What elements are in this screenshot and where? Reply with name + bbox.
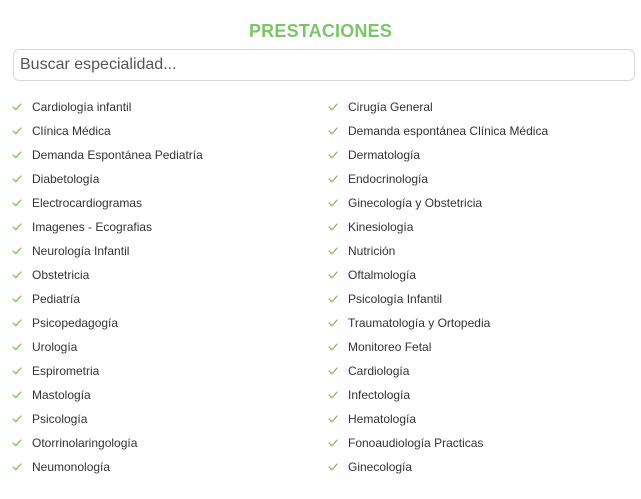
check-icon <box>12 391 32 399</box>
check-icon <box>328 247 348 255</box>
specialty-label: Infectología <box>348 388 411 402</box>
specialty-item <box>328 239 632 263</box>
specialty-label: Psicología Infantil <box>348 292 443 306</box>
specialty-label: Electrocardiogramas <box>32 196 143 210</box>
specialty-item <box>328 335 632 359</box>
check-icon <box>328 223 348 231</box>
specialty-label: Imagenes - Ecografias <box>32 220 153 234</box>
check-icon <box>12 175 32 183</box>
check-icon <box>328 463 348 471</box>
check-icon <box>12 151 32 159</box>
check-icon <box>12 367 32 375</box>
check-icon <box>12 247 32 255</box>
specialty-label: Fonoaudiología Practicas <box>348 436 484 450</box>
check-icon <box>328 415 348 423</box>
specialty-label: Demanda espontánea Clínica Médica <box>348 124 549 138</box>
check-icon <box>328 391 348 399</box>
check-icon <box>12 103 32 111</box>
specialty-label: Obstetricia <box>32 268 90 282</box>
specialty-item <box>328 95 632 119</box>
specialty-label: Otorrinolaringología <box>32 436 138 450</box>
specialty-item <box>12 455 328 479</box>
specialty-label: Demanda Espontánea Pediatría <box>32 148 203 162</box>
specialty-label: Cirugía General <box>348 100 433 114</box>
search-input[interactable] <box>13 49 635 81</box>
check-icon <box>12 415 32 423</box>
specialty-item <box>328 191 632 215</box>
specialty-label: Cardiología <box>348 364 410 378</box>
check-icon <box>12 295 32 303</box>
specialty-item <box>12 215 328 239</box>
specialty-item <box>12 191 328 215</box>
specialty-item <box>12 287 328 311</box>
specialty-item <box>328 143 632 167</box>
check-icon <box>12 271 32 279</box>
check-icon <box>12 343 32 351</box>
check-icon <box>328 103 348 111</box>
specialty-item <box>12 143 328 167</box>
check-icon <box>12 463 32 471</box>
specialty-item <box>12 311 328 335</box>
specialty-item <box>328 455 632 479</box>
specialty-label: Diabetología <box>32 172 100 186</box>
specialty-label: Nutrición <box>348 244 396 258</box>
check-icon <box>12 439 32 447</box>
specialty-label: Espirometria <box>32 364 100 378</box>
specialty-label: Cardiología infantil <box>32 100 132 114</box>
specialty-list-right <box>328 95 632 479</box>
specialty-label: Ginecología y Obstetricia <box>348 196 483 210</box>
specialty-label: Traumatología y Ortopedia <box>348 316 491 330</box>
page-title: PRESTACIONES <box>248 21 393 42</box>
specialty-item <box>328 359 632 383</box>
specialty-label: Oftalmología <box>348 268 417 282</box>
check-icon <box>328 127 348 135</box>
specialty-item <box>328 119 632 143</box>
specialty-item <box>12 239 328 263</box>
specialty-label: Endocrinología <box>348 172 429 186</box>
specialty-label: Urología <box>32 340 78 354</box>
check-icon <box>328 175 348 183</box>
check-icon <box>328 199 348 207</box>
specialty-label: Psicología <box>32 412 88 426</box>
check-icon <box>328 271 348 279</box>
specialty-item <box>12 407 328 431</box>
specialty-label: Hematología <box>348 412 417 426</box>
check-icon <box>328 319 348 327</box>
specialty-item <box>328 215 632 239</box>
specialty-label: Kinesiología <box>348 220 414 234</box>
specialty-label: Neumonología <box>32 460 111 474</box>
check-icon <box>328 367 348 375</box>
specialty-columns <box>12 95 632 479</box>
specialty-label: Psicopedagogía <box>32 316 119 330</box>
specialty-label: Pediatría <box>32 292 81 306</box>
specialty-label: Dermatología <box>348 148 421 162</box>
specialty-label: Neurología Infantil <box>32 244 130 258</box>
specialty-item <box>12 263 328 287</box>
specialty-item <box>328 407 632 431</box>
specialty-item <box>328 287 632 311</box>
check-icon <box>12 199 32 207</box>
check-icon <box>12 127 32 135</box>
specialty-item <box>12 335 328 359</box>
specialty-item <box>328 167 632 191</box>
specialty-item <box>12 119 328 143</box>
specialty-item <box>12 359 328 383</box>
check-icon <box>328 439 348 447</box>
check-icon <box>328 295 348 303</box>
check-icon <box>328 151 348 159</box>
specialty-item <box>12 383 328 407</box>
specialty-item <box>12 167 328 191</box>
check-icon <box>328 343 348 351</box>
specialty-label: Clínica Médica <box>32 124 111 138</box>
specialty-item <box>328 311 632 335</box>
specialty-label: Ginecología <box>348 460 413 474</box>
specialty-item <box>12 95 328 119</box>
specialty-label: Monitoreo Fetal <box>348 340 432 354</box>
specialty-label: Mastología <box>32 388 91 402</box>
specialty-item <box>12 431 328 455</box>
specialty-list-left <box>12 95 328 479</box>
check-icon <box>12 319 32 327</box>
specialty-item <box>328 263 632 287</box>
specialty-item <box>328 431 632 455</box>
specialty-item <box>328 383 632 407</box>
check-icon <box>12 223 32 231</box>
